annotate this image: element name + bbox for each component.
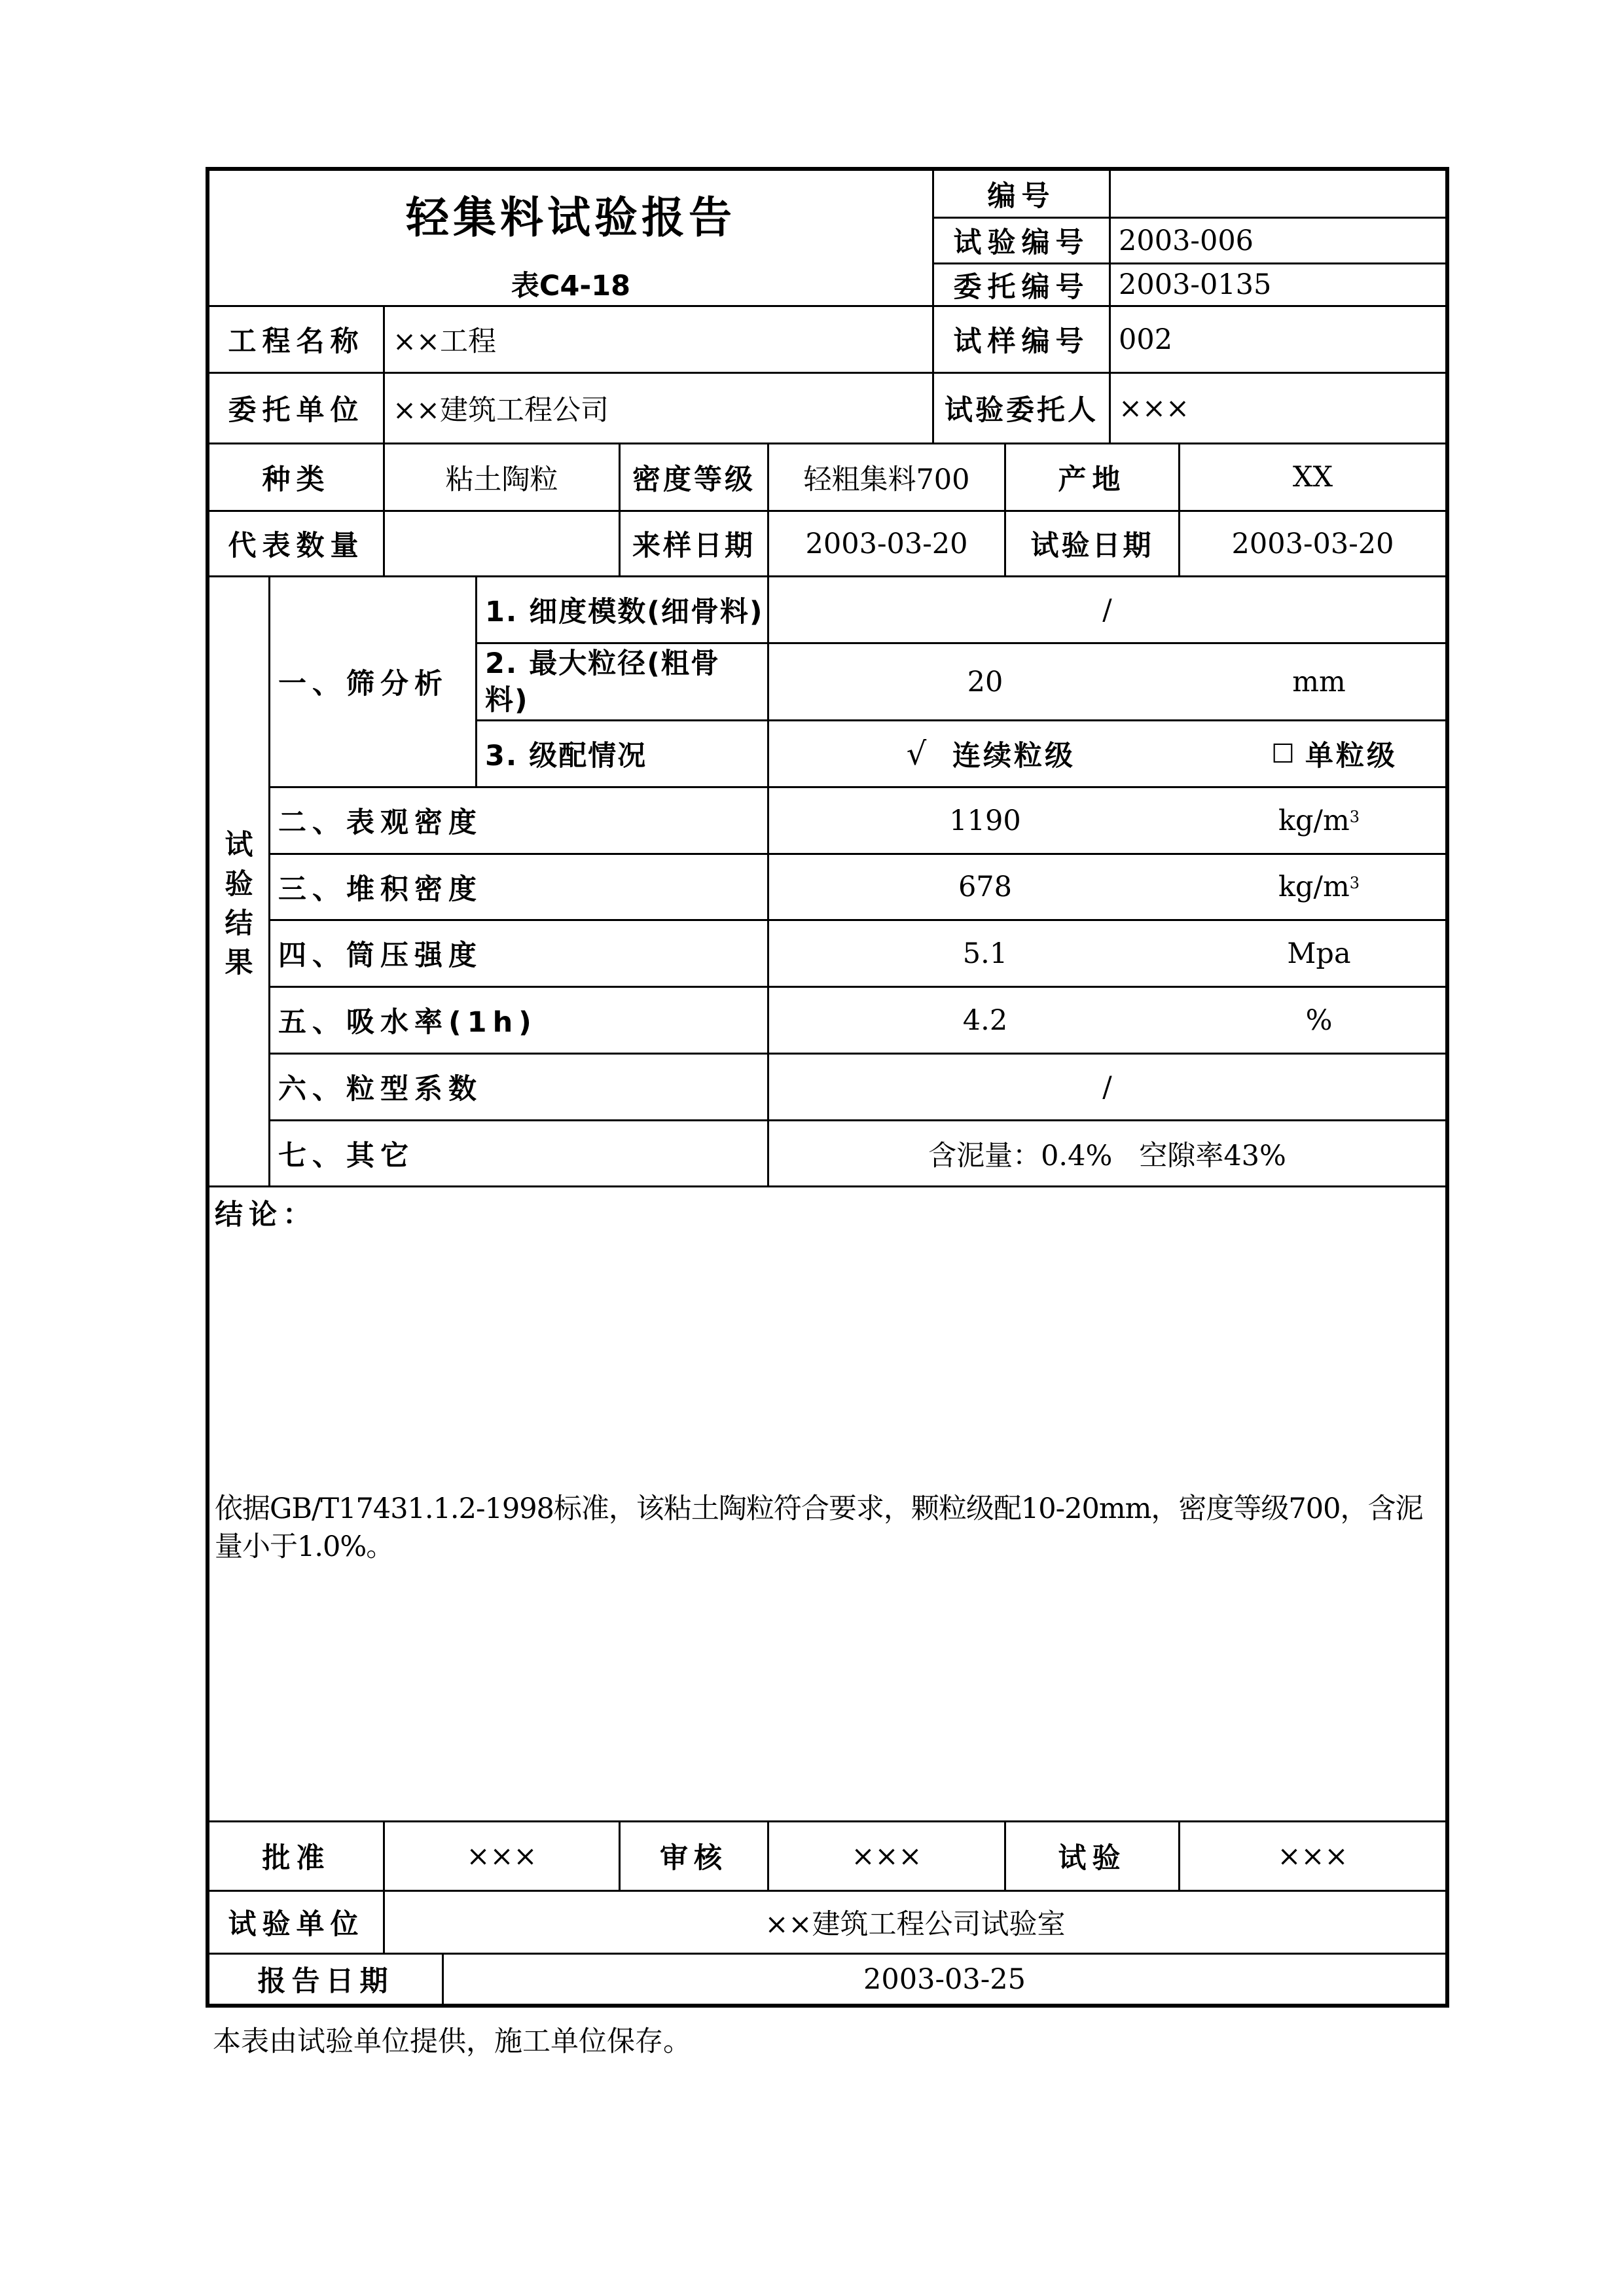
lightweight-aggregate-test-report-form	[206, 167, 1449, 2008]
single-checkbox-icon: ☐	[1271, 738, 1295, 769]
shape-factor-value: /	[1102, 1070, 1112, 1104]
unit-exponent: 3	[1349, 874, 1360, 892]
apparent-density-unit-cell	[1201, 788, 1437, 853]
grading-label: 3. 级配情况	[485, 740, 647, 772]
fineness-label: 1. 细度模数(细骨料)	[485, 596, 764, 628]
unit-exponent: 3	[1349, 807, 1360, 826]
continuous-grading-label: 连续粒级	[952, 740, 1075, 772]
report-date-value: 2003-03-25	[863, 1962, 1026, 1996]
conclusion-label: 结论：	[215, 1198, 317, 1231]
test-date-label: 试验日期	[1030, 530, 1154, 562]
bulk-density-label: 三、堆积密度	[278, 873, 482, 906]
other-value: 含泥量：0.4% 空隙率43%	[928, 1139, 1286, 1172]
bulk-density-unit-cell	[1201, 855, 1437, 919]
project-label: 工程名称	[228, 325, 365, 358]
sampling-date-value: 2003-03-20	[805, 527, 968, 560]
test-date-value: 2003-03-20	[1231, 527, 1394, 560]
kind-label: 种类	[262, 463, 331, 496]
shape-factor-label: 六、粒型系数	[278, 1073, 482, 1106]
sieve-label: 一、筛分析	[278, 668, 448, 700]
origin-label: 产地	[1058, 463, 1127, 496]
sampling-date-label: 来样日期	[632, 530, 755, 562]
project-value: ××工程	[393, 325, 497, 358]
review-value: ×××	[851, 1839, 922, 1873]
client-person-value: ×××	[1119, 391, 1190, 425]
review-label: 审核	[660, 1842, 728, 1875]
report-title: 轻集料试验报告	[406, 192, 736, 243]
bulk-density-unit: kg/m	[1278, 871, 1350, 903]
absorption-value: 4.2	[962, 1003, 1008, 1037]
fineness-value: /	[1102, 593, 1112, 626]
report-date-label: 报告日期	[257, 1965, 394, 1998]
strength-label: 四、筒压强度	[278, 939, 482, 972]
client-value: ××建筑工程公司	[393, 394, 609, 427]
max-size-value: 20	[967, 665, 1003, 698]
quantity-label: 代表数量	[228, 530, 365, 562]
lab-label: 试验单位	[228, 1908, 365, 1941]
code-label: 编号	[987, 179, 1056, 213]
origin-value: XX	[1292, 461, 1333, 494]
conclusion-text: 依据GB/T17431.1.2-1998标准，该粘土陶粒符合要求，颗粒级配10-20mm，密度等级700，含泥量小于1.0%。	[215, 1492, 1423, 1563]
absorption-unit: %	[1305, 1003, 1333, 1037]
apparent-density-value: 1190	[949, 804, 1021, 837]
strength-unit: Mpa	[1287, 937, 1351, 970]
max-size-label: 2. 最大粒径(粗骨料)	[485, 647, 720, 717]
bulk-density-value: 678	[958, 871, 1013, 903]
code-value	[1111, 171, 1445, 217]
entrust-no-label: 委托编号	[953, 270, 1090, 304]
footnote: 本表由试验单位提供，施工单位保存。	[213, 2025, 691, 2058]
client-person-label: 试验委托人	[945, 394, 1098, 427]
approve-value: ×××	[466, 1839, 537, 1873]
sample-no-value: 002	[1119, 323, 1173, 356]
test-value: ×××	[1277, 1839, 1348, 1873]
quantity-value	[385, 512, 619, 575]
entrust-no-value: 2003-0135	[1119, 268, 1272, 301]
strength-value: 5.1	[962, 937, 1008, 970]
kind-value: 粘土陶粒	[445, 463, 558, 496]
lab-value: ××建筑工程公司试验室	[765, 1908, 1066, 1941]
density-grade-value: 轻粗集料700	[803, 463, 970, 496]
other-label: 七、其它	[278, 1139, 414, 1172]
max-size-unit: mm	[1292, 665, 1346, 698]
approve-label: 批准	[262, 1842, 331, 1875]
rule	[209, 1185, 1445, 1187]
sample-no-label: 试样编号	[953, 325, 1090, 358]
test-no-value: 2003-006	[1119, 224, 1254, 257]
results-section-label: 试验结果	[225, 829, 253, 979]
test-label: 试验	[1058, 1842, 1127, 1875]
client-label: 委托单位	[228, 394, 365, 427]
test-no-label: 试验编号	[953, 226, 1090, 259]
apparent-density-label: 二、表观密度	[278, 806, 482, 839]
density-grade-label: 密度等级	[632, 463, 755, 496]
table-code: 表C4-18	[511, 270, 631, 302]
single-grading-label: 单粒级	[1305, 740, 1398, 772]
absorption-label: 五、吸水率(1h)	[278, 1006, 537, 1039]
apparent-density-unit: kg/m	[1278, 804, 1350, 837]
continuous-check-mark: √	[906, 735, 927, 772]
